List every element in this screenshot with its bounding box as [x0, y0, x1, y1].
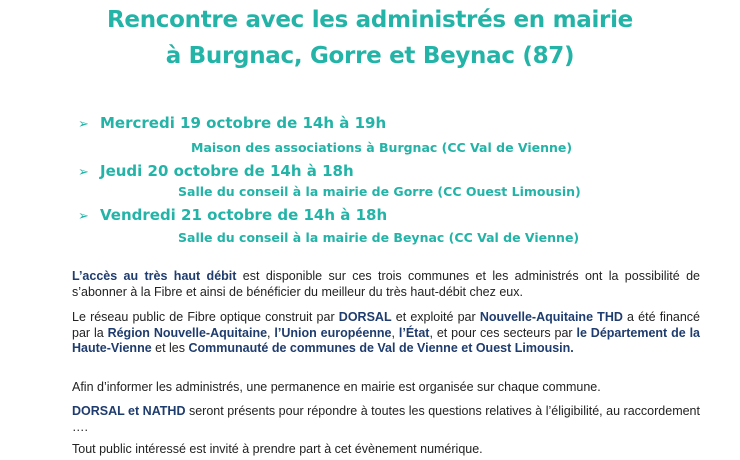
text: et les [151, 341, 189, 355]
paragraph-access [72, 269, 700, 300]
event-1 [78, 114, 386, 133]
arrow-right-icon: ➢ [78, 164, 89, 179]
paragraph-info: Afin d’informer les administrés, une permanence en mairie est organisée sur chaque commune. [72, 380, 601, 394]
arrow-right-icon: ➢ [78, 116, 89, 131]
title-line-1: Rencontre avec les administrés en mairie [107, 7, 633, 33]
event-3 [78, 206, 387, 225]
text: , et pour ces secteurs par [429, 325, 577, 340]
text: et exploité par [391, 310, 480, 324]
event-date: Jeudi 20 octobre de 14h à 18h [100, 162, 354, 180]
event-date: Mercredi 19 octobre de 14h à 19h [100, 114, 387, 132]
bold-text: Région Nouvelle-Aquitaine [107, 325, 268, 340]
arrow-right-icon: ➢ [78, 208, 89, 223]
event-2 [78, 162, 354, 181]
text: , [267, 325, 275, 340]
event-place: Maison des associations à Burgnac (CC Val de Vienne) [191, 140, 573, 155]
text: a été financé par la [72, 310, 700, 340]
bold-text: DORSAL et NATHD [72, 404, 186, 418]
bold-text: DORSAL [338, 310, 392, 324]
paragraph-public: Tout public intéressé est invité à prendre part à cet évènement numérique. [72, 442, 483, 456]
text: Le réseau public de Fibre optique construit par [72, 310, 339, 324]
bold-text: le Département de la Haute-Vienne [72, 325, 701, 355]
bold-text: Nouvelle-Aquitaine THD [479, 310, 623, 324]
bold-text: l’Union européenne [274, 325, 392, 340]
event-date: Vendredi 21 octobre de 14h à 18h [100, 206, 388, 224]
paragraph-presence [72, 404, 700, 435]
text: seront présents pour répondre à toutes les questions relatives à l’éligibilité, au raccordement …. [72, 404, 700, 434]
text: est disponible sur ces trois communes et les administrés ont la possibilité de s’abonner à la Fibre et ainsi de bénéficier du meilleur du très haut-débit chez eux. [72, 269, 700, 299]
paragraph-network [72, 310, 700, 357]
bold-text: l’État [398, 325, 430, 340]
text: , [391, 325, 399, 340]
bold-text: Communauté de communes de Val de Vienne et Ouest Limousin. [188, 341, 574, 355]
bold-text: L’accès au très haut débit [72, 269, 237, 283]
title-line-2: à Burgnac, Gorre et Beynac (87) [165, 43, 575, 69]
event-place: Salle du conseil à la mairie de Gorre (CC Ouest Limousin) [178, 184, 581, 199]
event-place: Salle du conseil à la mairie de Beynac (CC Val de Vienne) [178, 230, 580, 245]
